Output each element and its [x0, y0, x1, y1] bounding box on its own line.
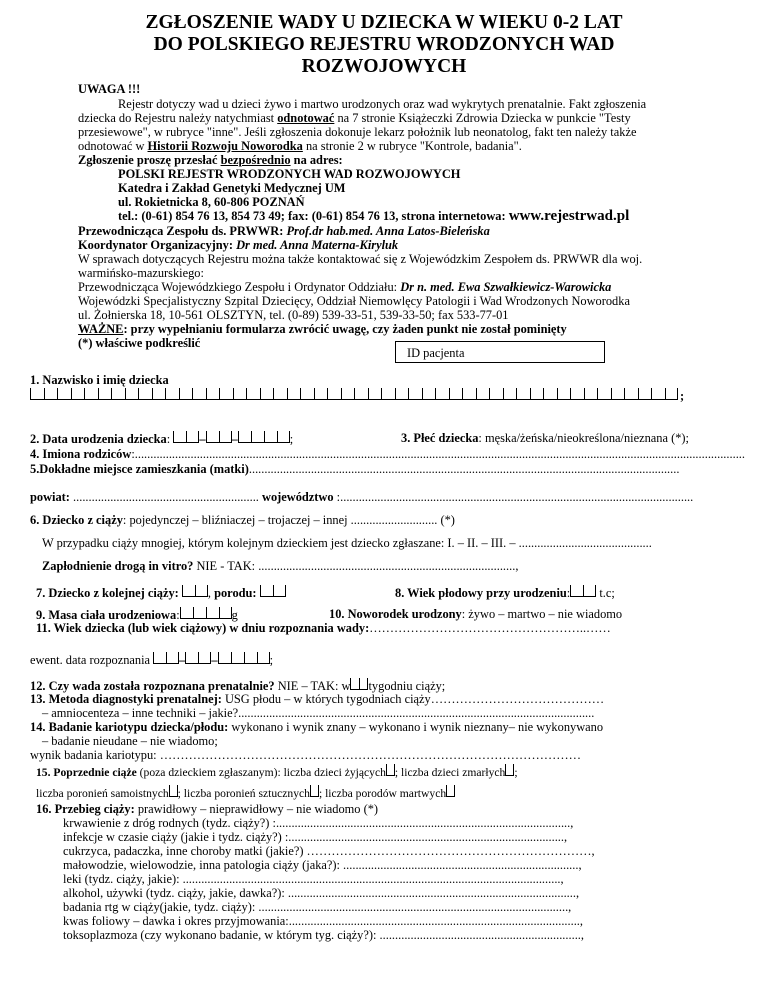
q11-age: 11. Wiek dziecka (lub wiek ciążowy) w dniu rozpoznania wady:……………………………………………..…… [36, 621, 611, 635]
diagnosis-date: ewent. data rozpoznania – – ; [30, 653, 274, 667]
q16-folic-acid: kwas foliowy – dawka i okres przyjmowania:.............................................................................................., [63, 914, 584, 928]
q1-name-field[interactable]: ; [30, 388, 684, 403]
induced-abortions-field[interactable] [310, 785, 319, 797]
q16-bleeding: krwawienie z dróg rodnych (tydz. ciąży?) :..............................................................................................., [63, 816, 574, 830]
q13-method: 13. Metoda diagnostyki prenatalnej: USG płodu – w których tygodniach ciąży…………………………………… [30, 692, 605, 706]
q6-multiple: W przypadku ciąży mnogiej, którym kolejnym dzieckiem jest dziecko zgłaszane: I. – II. – III. – ........................................... [42, 536, 652, 550]
powiat-line: powiat: ............................................................ województwo :.................................................................................................................. [30, 490, 694, 504]
q5-residence: 5.Dokładne miejsce zamieszkania (matki)........................................................................................................................................... [30, 462, 680, 476]
q2-birthdate: 2. Data urodzenia dziecka: – – ; [30, 432, 294, 446]
address-line3: ul. Rokietnicka 8, 60-806 POZNAŃ [118, 195, 305, 209]
q16-pathology: małowodzie, wielowodzie, inna patologia ciąży (jaka?): ............................................................................, [63, 858, 582, 872]
q16-diseases: cukrzyca, padaczka, inne choroby matki (jakie?) ……………………………………………………………, [63, 844, 595, 858]
pregnancy-number-field[interactable] [182, 585, 208, 597]
q10-born: 10. Noworodek urodzony: żywo – martwo – nie wiadomo [329, 607, 623, 621]
underline-note: (*) właściwe podkreślić [78, 336, 201, 350]
ivf-line: Zapłodnienie drogą in vitro? NIE - TAK: ..................................................................................., [42, 559, 519, 573]
notice-line1: Rejestr dotyczy wad u dzieci żywo i martwo urodzonych oraz wad wykrytych prenatalnie. Fakt zgłoszenia [118, 97, 647, 111]
q16-drugs: leki (tydz. ciąży, jakie): .........................................................................................................................., [63, 872, 564, 886]
diagnosis-day-field[interactable] [153, 652, 179, 664]
birth-year-field[interactable] [238, 431, 290, 443]
q1-label: 1. Nazwisko i imię dziecka [30, 373, 169, 387]
q3-sex: 3. Płeć dziecka: męska/żeńska/nieokreślona/nieznana (*); [401, 431, 689, 445]
form-title-line1: ZGŁOSZENIE WADY U DZIECKA W WIEKU 0-2 LAT [145, 12, 623, 33]
q8-gestation: 8. Wiek płodowy przy urodzeniu: t.c; [395, 586, 615, 600]
q12-prenatal: 12. Czy wada została rozpoznana prenatalnie? NIE – TAK: w tygodniu ciąży; [30, 679, 446, 693]
q14-result: wynik badania kariotypu: ………………………………………………………………………………………… [30, 748, 582, 762]
notice-line5: Zgłoszenie proszę przesłać bezpośrednio na adres: [78, 153, 343, 167]
notice-line3: przesiewowe", w rubryce "inne". Jeśli zgłoszenia dokonuje lekarz położnik lub neonatolog, fakt ten należy także [78, 125, 637, 139]
regional-line3: Przewodnicząca Wojewódzkiego Zespołu i Ordynator Oddziału: Dr n. med. Ewa Szwałkiewicz-Warowicka [78, 280, 612, 294]
q14-karyotype: 14. Badanie kariotypu dziecka/płodu: wykonano i wynik znany – wykonano i wynik nieznany– nie wykonywano [30, 720, 604, 734]
q7-order: 7. Dziecko z kolejnej ciąży: , porodu: [36, 585, 286, 600]
diagnosis-year-field[interactable] [218, 652, 270, 664]
important-note: WAŻNE: przy wypełnianiu formularza zwrócić uwagę, czy żaden punkt nie został pominięty [78, 322, 567, 336]
q9-weight: 9. Masa ciała urodzeniowa: g [36, 608, 238, 622]
coordinator-line: Koordynator Organizacyjny: Dr med. Anna Materna-Kiryluk [78, 238, 399, 252]
q16-xray: badania rtg w ciąży(jakie, tydz. ciąży): ...................................................................................................., [63, 900, 572, 914]
q13-other: – amniocenteza – inne techniki – jakie?................................................................................................................... [42, 706, 595, 720]
address-line4: tel.: (0-61) 854 76 13, 854 73 49; fax: (0-61) 854 76 13, strona internetowa: www.rejestrwad.pl [118, 208, 630, 224]
website-link[interactable]: www.rejestrwad.pl [508, 208, 630, 224]
notice-heading: UWAGA !!! [78, 82, 141, 96]
birth-number-field[interactable] [260, 585, 286, 597]
birth-day-field[interactable] [173, 431, 199, 443]
patient-id-label: ID pacjenta [407, 346, 465, 360]
deceased-children-field[interactable] [505, 764, 514, 776]
notice-line2: dziecka do Rejestru należy natychmiast odnotować na 7 stronie Książeczki Zdrowia Dziecka w punkcie "Testy [78, 111, 631, 125]
notice-line4: odnotować w Historii Rozwoju Noworodka na stronie 2 w rubryce "Kontrole, badania". [78, 139, 522, 153]
q4-parents: 4. Imiona rodziców:..................................................................................................................................................................................................... [30, 447, 745, 461]
q16-toxoplasmosis: toksoplazmoza (czy wykonano badanie, w którym tyg. ciąży?): ................................................................., [63, 928, 584, 942]
q14-line2: – badanie nieudane – nie wiadomo; [42, 734, 218, 748]
patient-id-field[interactable] [395, 341, 605, 363]
regional-line5: ul. Żołnierska 18, 10-561 OLSZTYN, tel. (0-89) 539-33-51, 539-33-50; fax 533-77-01 [78, 308, 509, 322]
regional-line1: W sprawach dotyczących Rejestru można także kontaktować się z Wojewódzkim Zespołem ds. PRWWR dla woj. [78, 252, 643, 266]
gestation-weeks-field[interactable] [570, 585, 596, 597]
address-line2: Katedra i Zakład Genetyki Medycznej UM [118, 181, 346, 195]
regional-line4: Wojewódzki Specjalistyczny Szpital Dziecięcy, Oddział Niemowlęcy Patologii i Wad Wrodzonych Noworodka [78, 294, 630, 308]
q16-alcohol: alkohol, używki (tydz. ciąży, jakie, dawka?): ............................................................................................., [63, 886, 580, 900]
regional-line2: warmińsko-mazurskiego: [78, 266, 204, 280]
q16-course: 16. Przebieg ciąży: prawidłowy – nieprawidłowy – nie wiadomo (*) [36, 802, 379, 816]
stillbirths-field[interactable] [446, 785, 455, 797]
q15-line2: liczba poronień samoistnych ; liczba poronień sztucznych ; liczba porodów martwych [36, 785, 455, 801]
birth-weight-field[interactable] [180, 607, 232, 619]
address-line1: POLSKI REJESTR WRODZONYCH WAD ROZWOJOWYCH [118, 167, 461, 181]
q16-infections: infekcje w czasie ciąży (jakie i tydz. ciąży?) :........................................................................................., [63, 830, 568, 844]
q6-pregnancy: 6. Dziecko z ciąży: pojedynczej – bliźniaczej – trojaczej – innej ............................ (*) [30, 513, 455, 527]
spontaneous-abortions-field[interactable] [169, 785, 178, 797]
diagnosis-month-field[interactable] [185, 652, 211, 664]
living-children-field[interactable] [386, 764, 395, 776]
form-title-line2: DO POLSKIEGO REJESTRU WRODZONYCH WAD [153, 34, 615, 55]
birth-month-field[interactable] [206, 431, 232, 443]
q15-previous: 15. Poprzednie ciąże (poza dzieckiem zgłaszanym): liczba dzieci żyjących ; liczba dzieci zmarłych ; [36, 766, 518, 779]
form-title-line3: ROZWOJOWYCH [301, 56, 467, 77]
prenatal-week-field[interactable] [350, 678, 368, 690]
chair-line: Przewodnicząca Zespołu ds. PRWWR: Prof.dr hab.med. Anna Latos-Bieleńska [78, 224, 490, 238]
